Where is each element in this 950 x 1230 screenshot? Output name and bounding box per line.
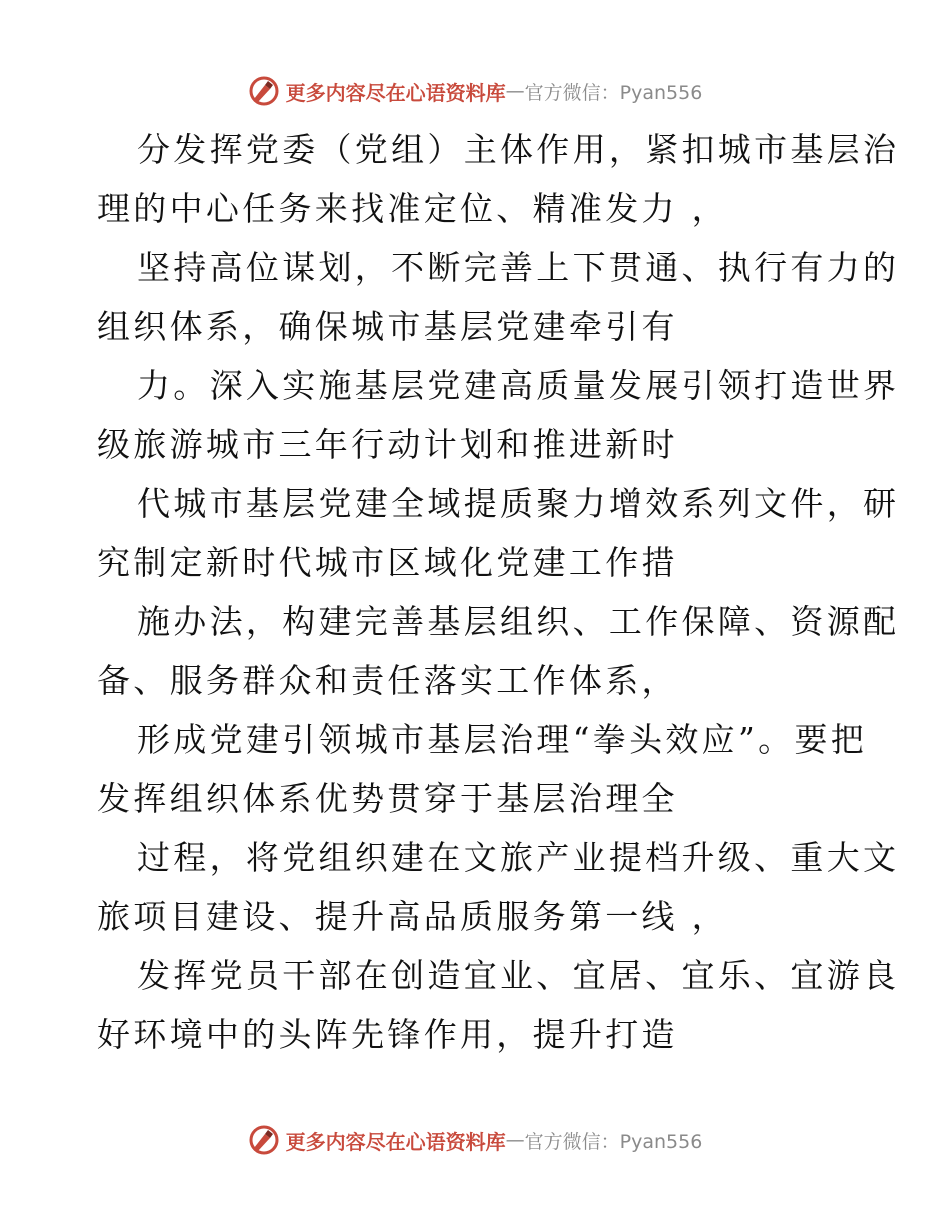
body-line: 好环境中的头阵先锋作用，提升打造	[97, 1015, 678, 1054]
body-line: 过程，将党组织建在文旅产业提档升级、重大文	[137, 838, 900, 877]
pen-nib-circle-icon	[248, 75, 280, 107]
document-body	[97, 120, 900, 1064]
header-brand-name: 更多内容尽在心语资料库	[285, 80, 506, 105]
body-line: 代城市基层党建全域提质聚力增效系列文件，研	[137, 484, 900, 523]
footer-contact: 官方微信：Pyan556	[524, 1130, 703, 1153]
body-line: 级旅游城市三年行动计划和推进新时	[97, 425, 678, 464]
body-line: 发挥党员干部在创造宜业、宜居、宜乐、宜游良	[137, 956, 900, 995]
body-line: 施办法，构建完善基层组织、工作保障、资源配	[137, 602, 900, 641]
footer-separator: —	[505, 1129, 525, 1151]
header-contact: 官方微信：Pyan556	[524, 81, 703, 104]
pen-nib-circle-icon	[248, 1124, 280, 1156]
header-brand	[248, 75, 703, 107]
header-separator: —	[505, 80, 525, 102]
footer-brand	[248, 1124, 703, 1156]
body-line: 组织体系，确保城市基层党建牵引有	[97, 307, 678, 346]
footer-brand-name: 更多内容尽在心语资料库	[285, 1129, 506, 1154]
body-line: 力。深入实施基层党建高质量发展引领打造世界	[137, 366, 900, 405]
body-line: 分发挥党委（党组）主体作用，紧扣城市基层治	[137, 130, 900, 169]
body-line: 理的中心任务来找准定位、精准发力 ，	[97, 189, 728, 228]
body-line: 发挥组织体系优势贯穿于基层治理全	[97, 779, 678, 818]
body-line: 究制定新时代城市区域化党建工作措	[97, 543, 678, 582]
page-footer-watermark	[0, 1120, 950, 1160]
body-line: 旅项目建设、提升高品质服务第一线 ，	[97, 897, 728, 936]
body-line: 坚持高位谋划，不断完善上下贯通、执行有力的	[137, 248, 900, 287]
body-line: 形成党建引领城市基层治理“拳头效应”。要把	[137, 720, 868, 759]
page-header-watermark	[0, 71, 950, 111]
body-line: 备、服务群众和责任落实工作体系，	[97, 661, 678, 700]
